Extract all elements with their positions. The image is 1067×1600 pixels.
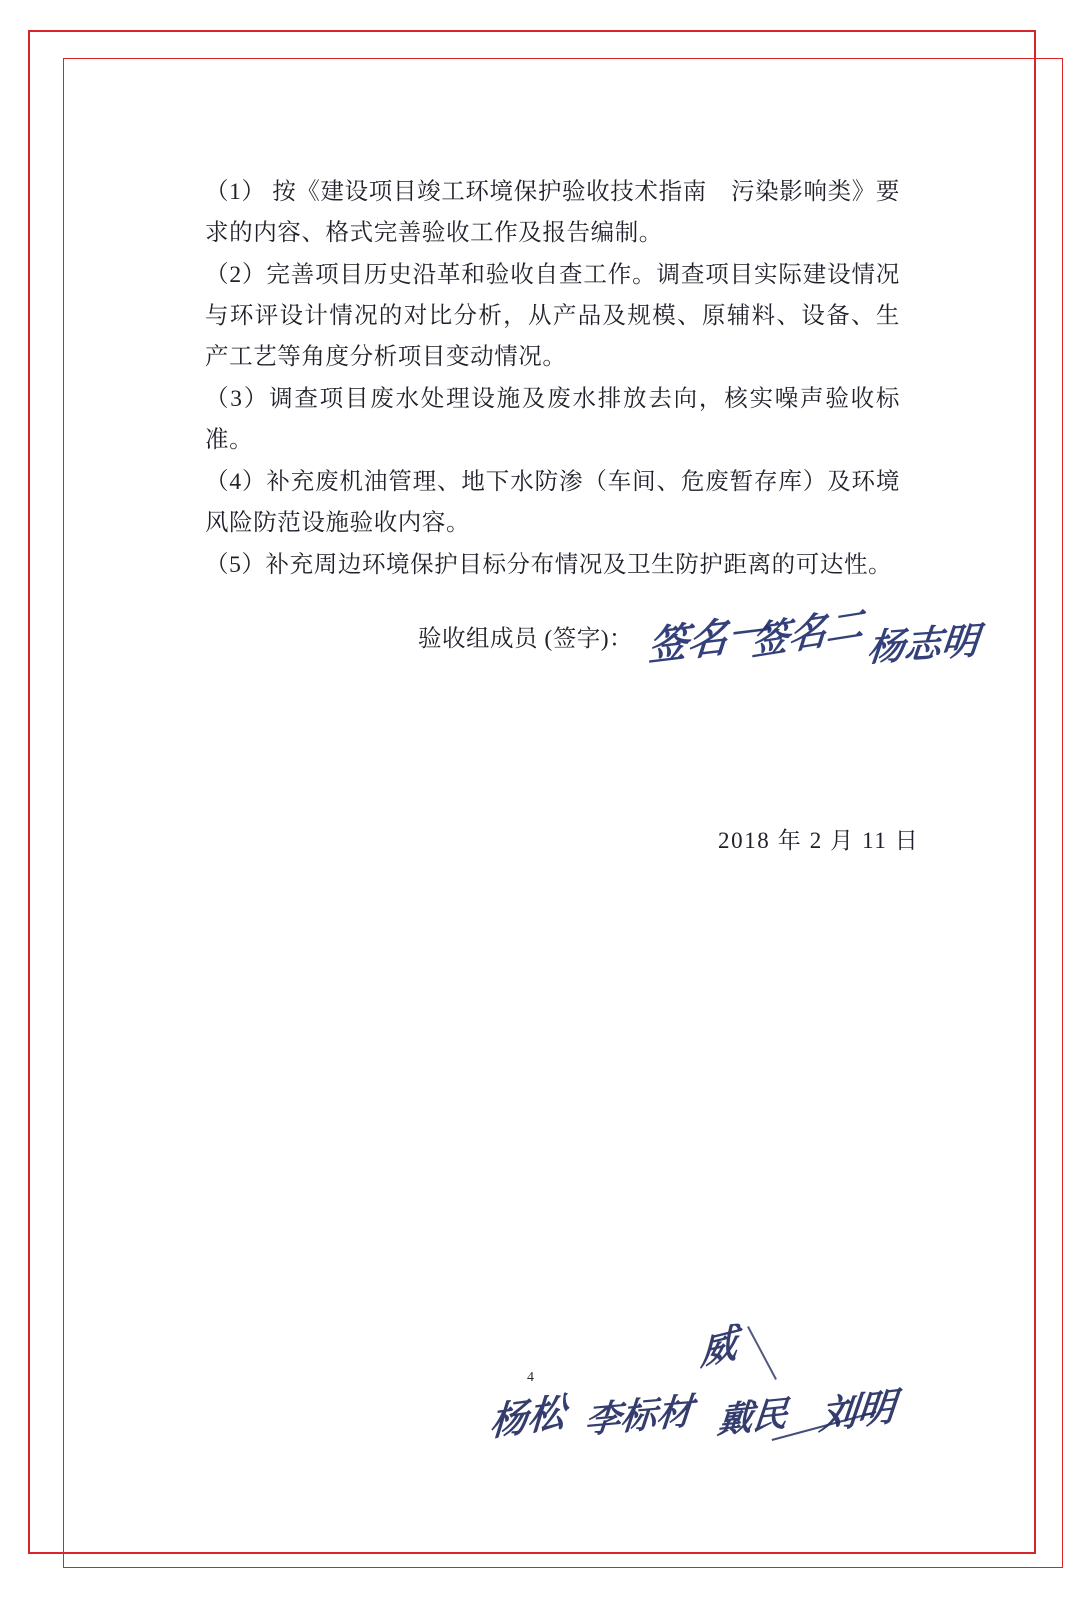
signature-row (418, 600, 981, 702)
paragraph-1: （1） 按《建设项目竣工环境保护验收技术指南 污染影响类》要求的内容、格式完善验收工作及报告编制。 (205, 179, 900, 246)
paragraph-5: （5）补充周边环境保护目标分布情况及卫生防护距离的可达性。 (205, 552, 893, 578)
handwritten-signature-bottom-4: 刘明 (817, 1382, 898, 1439)
paragraph-4: （4）补充废机油管理、地下水防渗（车间、危废暂存库）及环境风险防范设施验收内容。 (205, 469, 900, 536)
document-body (158, 172, 900, 587)
handwritten-signature-bottom-2: 李标材 (583, 1390, 695, 1442)
bottom-signature-cluster (470, 1300, 940, 1460)
handwritten-signature-bottom-5: 威 (699, 1318, 739, 1375)
handwritten-signature-bottom-1: 杨松 (488, 1388, 568, 1445)
document-date: 2018 年 2 月 11 日 (718, 828, 920, 853)
paragraph-2: （2）完善项目历史沿革和验收自查工作。调查项目实际建设情况与环评设计情况的对比分析，从产品及规模、原辅料、设备、生产工艺等角度分析项目变动情况。 (205, 262, 900, 370)
handwritten-signature-1: 签名一 (646, 608, 770, 671)
handwritten-signature-bottom-3: 戴民 (715, 1393, 790, 1443)
paragraph-3: （3）调查项目废水处理设施及废水排放去向，核实噪声验收标准。 (205, 386, 900, 453)
handwritten-signature-3: 杨志明 (865, 617, 981, 671)
handwritten-signature-2: 签名二 (749, 600, 867, 665)
page-number: 4 (527, 1370, 534, 1385)
signature-stroke-2 (747, 1326, 777, 1380)
signature-label: 验收组成员 (签字)： (418, 626, 634, 652)
